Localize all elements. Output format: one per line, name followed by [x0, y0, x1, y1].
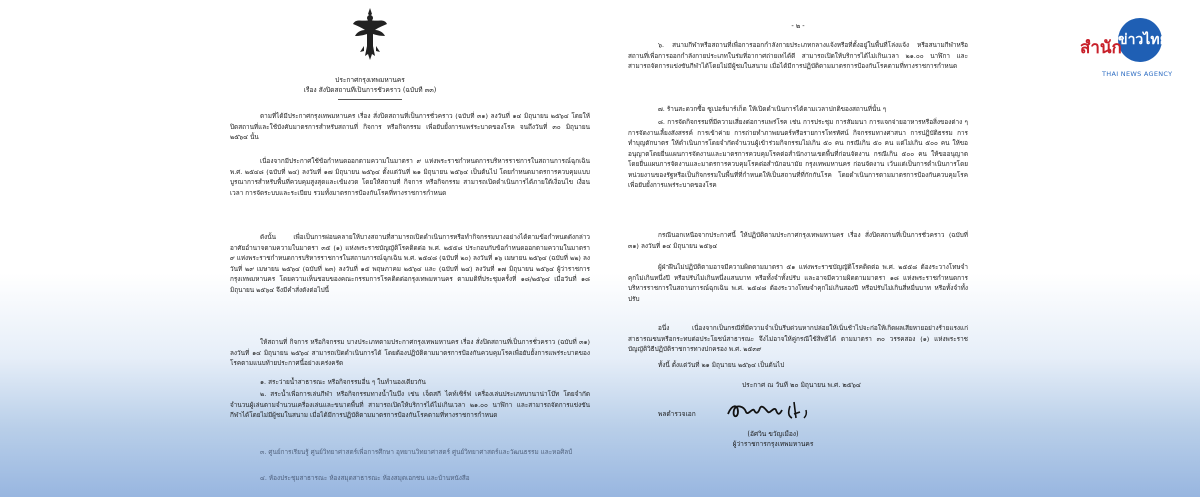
paragraph-remaining: กรณีนอกเหนือจากประกาศนี้ ให้ปฏิบัติตามประกาศกรุงเทพมหานคร เรื่อง สั่งปิดสถานที่เป็นการชั่วคราว (ฉบับที่ ๓๑) ลงวันที่ ๑๔ มิถุนายน ๒๕๖๔	[628, 231, 968, 250]
thai-news-agency-logo	[1080, 6, 1192, 88]
garuda-emblem-icon	[352, 6, 388, 62]
header-subject: เรื่อง สั่งปิดสถานที่เป็นการชั่วคราว (ฉบับที่ ๓๓)	[303, 86, 437, 94]
paragraph-effective: ทั้งนี้ ตั้งแต่วันที่ ๒๑ มิถุนายน ๒๕๖๔ เป็นต้นไป	[658, 361, 785, 369]
list-item-1: ๑. สระว่ายน้ำสาธารณะ หรือกิจกรรมอื่น ๆ ในทำนองเดียวกัน	[260, 378, 426, 386]
list-item-2: ๒. สระน้ำเพื่อการเล่นกีฬา หรือกิจกรรมทางน้ำในบึง เช่น เจ็ตสกี ไคท์เซิร์ฟ เครื่องเล่นประเภทบานาน่าโบ๊ท โดยจำกัดจำนวนผู้เล่นตามจำนวนเครื่องเล่นและขนาดพื้นที่ สามารถเปิดให้บริการได้ไม่เกินเวลา ๒๑.๐๐ นาฬิกา และสามารถจัดการแข่งขันกีฬาได้โดยไม่มีผู้ชมในสนาม เมื่อได้มีการปฏิบัติตามมาตรการป้องกันโรคตามที่ทางราชการกำหนด	[230, 390, 590, 419]
paragraph-4: ให้สถานที่ กิจการ หรือกิจกรรม บางประเภทตามประกาศกรุงเทพมหานคร เรื่อง สั่งปิดสถานที่เป็นการชั่วคราว (ฉบับที่ ๓๑) ลงวันที่ ๑๔ มิถุนายน ๒๕๖๔ สามารถเปิดดำเนินการได้ โดยต้องปฏิบัติตามมาตรการป้องกันควบคุมโรคเพื่อยับยั้งการแพร่ระบาดของโรคตามแนบท้ายประกาศนี้อย่างเคร่งครัด	[230, 338, 590, 367]
logo-text-left: สำนัก	[1080, 38, 1122, 58]
paragraph-2: เนื่องจากมีประกาศใช้ข้อกำหนดออกตามความในมาตรา ๙ แห่งพระราชกำหนดการบริหารราชการในสถานการณ์ฉุกเฉิน พ.ศ. ๒๕๔๘ (ฉบับที่ ๒๔) ลงวันที่ ๑๗ มิถุนายน ๒๕๖๔ ตั้งแต่วันที่ ๒๑ มิถุนายน ๒๕๖๔ เป็นต้นไป โดยกำหนดมาตรการควบคุมแบบบูรณาการสำหรับพื้นที่ควบคุมสูงสุดและเข้มงวด โดยให้สถานที่ กิจการ หรือกิจกรรม สามารถเปิดดำเนินการได้ภายใต้เงื่อนไข เงื่อนเวลา การจัดระบบและระเบียบ รวมทั้งมาตรการป้องกันโรคที่ทางราชการกำหนด	[230, 157, 590, 197]
signer-name: (อัศวิน ขวัญเมือง)	[747, 430, 799, 438]
list-item-6: ๖. สนามกีฬาหรือสถานที่เพื่อการออกกำลังกายประเภทกลางแจ้งหรือที่ตั้งอยู่ในพื้นที่โล่งแจ้ง หรือสนามกีฬาหรือสถานที่เพื่อการออกกำลังกายประเภทในร่มที่อากาศถ่ายเทได้ดี สามารถเปิดให้บริการได้ไม่เกินเวลา ๒๑.๐๐ นาฬิกา และสามารถจัดการแข่งขันกีฬาได้โดยไม่มีผู้ชมในสนาม เมื่อได้มีการปฏิบัติตามมาตรการป้องกันโรคตามที่ทางราชการกำหนด	[628, 41, 968, 70]
list-item-4: ๔. ห้องประชุมสาธารณะ ห้องสมุดสาธารณะ ห้องสมุดเอกชน และบ้านหนังสือ	[260, 474, 470, 482]
document-page-2	[628, 0, 968, 497]
header-divider	[338, 99, 402, 100]
paragraph-3: ดังนั้น เพื่อเป็นการผ่อนคลายให้บางสถานที่สามารถเปิดดำเนินการหรือทำกิจกรรมบางอย่างได้ตามข้อกำหนดดังกล่าว อาศัยอำนาจตามความในมาตรา ๓๕ (๑) แห่งพระราชบัญญัติโรคติดต่อ พ.ศ. ๒๕๕๘ ประกอบกับข้อกำหนดออกตามความในมาตรา ๙ แห่งพระราชกำหนดการบริหารราชการในสถานการณ์ฉุกเฉิน พ.ศ. ๒๕๔๘ (ฉบับที่ ๒๐) ลงวันที่ ๑๖ เมษายน ๒๕๖๔ (ฉบับที่ ๒๒) ลงวันที่ ๒๙ เมษายน ๒๕๖๔ (ฉบับที่ ๒๓) ลงวันที่ ๑๕ พฤษภาคม ๒๕๖๔ และ (ฉบับที่ ๒๔) ลงวันที่ ๑๗ มิถุนายน ๒๕๖๔ ผู้ว่าราชการกรุงเทพมหานคร โดยความเห็นชอบของคณะกรรมการโรคติดต่อกรุงเทพมหานคร ตามมติที่ประชุมครั้งที่ ๑๘/๒๕๖๔ เมื่อวันที่ ๑๘ มิถุนายน ๒๕๖๔ จึงมีคำสั่งดังต่อไปนี้	[230, 233, 590, 294]
logo-subtitle: THAI NEWS AGENCY	[1102, 70, 1173, 78]
header-org: ประกาศกรุงเทพมหานคร	[335, 76, 405, 84]
announce-date: ประกาศ ณ วันที่ ๒๐ มิถุนายน พ.ศ. ๒๕๖๔	[742, 381, 861, 389]
handwritten-signature	[724, 396, 814, 424]
document-page-1	[230, 0, 595, 497]
logo-text-circle: ข่าวไทย	[1118, 32, 1168, 48]
signer-prefix: พลตำรวจเอก	[658, 410, 696, 418]
list-item-8: ๘. การจัดกิจกรรมที่มีความเสี่ยงต่อการแพร่โรค เช่น การประชุม การสัมมนา การแจกจ่ายอาหารหรือสิ่งของต่าง ๆ การจัดงานเลี้ยงสังสรรค์ การเข้าค่าย การถ่ายทำภาพยนตร์หรือรายการโทรทัศน์ กิจกรรมทางศาสนา การปฏิบัติธรรม การทำบุญตักบาตร ให้ดำเนินการโดยจำกัดจำนวนผู้เข้าร่วมกิจกรรมไม่เกิน ๕๐ คน กรณีเกิน ๕๐ คน แต่ไม่เกิน ๕๐๐ คน ให้ขออนุญาตโดยยื่นแผนการจัดงานและมาตรการควบคุมโรคต่อสำนักงานเขตพื้นที่ก่อนจัดงาน กรณีเกิน ๕๐๐ คน ให้ขออนุญาตโดยยื่นแผนการจัดงานและมาตรการควบคุมโรคต่อสำนักอนามัย กรุงเทพมหานคร ก่อนจัดงาน เว้นแต่เป็นการดำเนินการโดยหน่วยงานของรัฐหรือเป็นกิจกรรมในพื้นที่ที่กำหนดให้เป็นสถานที่ที่กักกันโรค โดยดำเนินการตามมาตรการป้องกันควบคุมโรคเพื่อยับยั้งการแพร่ระบาดของโรค	[628, 118, 968, 189]
list-item-7: ๗. ร้านสะดวกซื้อ ซูเปอร์มาร์เก็ต ให้เปิดดำเนินการได้ตามเวลาปกติของสถานที่นั้น ๆ	[658, 105, 887, 113]
paragraph-urgency: อนึ่ง เนื่องจากเป็นกรณีที่มีความจำเป็นรีบด่วนหากปล่อยให้เนิ่นช้าไปจะก่อให้เกิดผลเสียหายอย่างร้ายแรงแก่สาธารณชนหรือกระทบต่อประโยชน์สาธารณะ จึงไม่อาจให้คู่กรณีใช้สิทธิได้ ตามมาตรา ๓๐ วรรคสอง (๑) แห่งพระราชบัญญัติวิธีปฏิบัติราชการทางปกครอง พ.ศ. ๒๕๓๙	[628, 324, 968, 353]
paragraph-1: ตามที่ได้มีประกาศกรุงเทพมหานคร เรื่อง สั่งปิดสถานที่เป็นการชั่วคราว (ฉบับที่ ๓๑) ลงวันที่ ๑๔ มิถุนายน ๒๕๖๔ โดยให้ปิดสถานที่และใช้บังคับมาตรการสำหรับสถานที่ กิจการ หรือกิจกรรม เพื่อยับยั้งการแพร่ระบาดของโรค จนถึงวันที่ ๓๐ มิถุนายน ๒๕๖๔ นั้น	[230, 112, 590, 141]
paragraph-penalty: ผู้ฝ่าฝืนไม่ปฏิบัติตามอาจมีความผิดตามมาตรา ๕๑ แห่งพระราชบัญญัติโรคติดต่อ พ.ศ. ๒๕๕๘ ต้องระวางโทษจำคุกไม่เกินหนึ่งปี หรือปรับไม่เกินหนึ่งแสนบาท หรือทั้งจำทั้งปรับ และอาจมีความผิดตามมาตรา ๑๘ แห่งพระราชกำหนดการบริหารราชการในสถานการณ์ฉุกเฉิน พ.ศ. ๒๕๔๘ ต้องระวางโทษจำคุกไม่เกินสองปี หรือปรับไม่เกินสี่หมื่นบาท หรือทั้งจำทั้งปรับ	[628, 263, 968, 303]
page-number: - ๒ -	[791, 22, 805, 30]
signer-title: ผู้ว่าราชการกรุงเทพมหานคร	[732, 440, 814, 448]
list-item-3: ๓. ศูนย์การเรียนรู้ ศูนย์วิทยาศาสตร์เพื่อการศึกษา อุทยานวิทยาศาสตร์ ศูนย์วิทยาศาสตร์และวัฒนธรรม และหอศิลป์	[260, 448, 573, 456]
